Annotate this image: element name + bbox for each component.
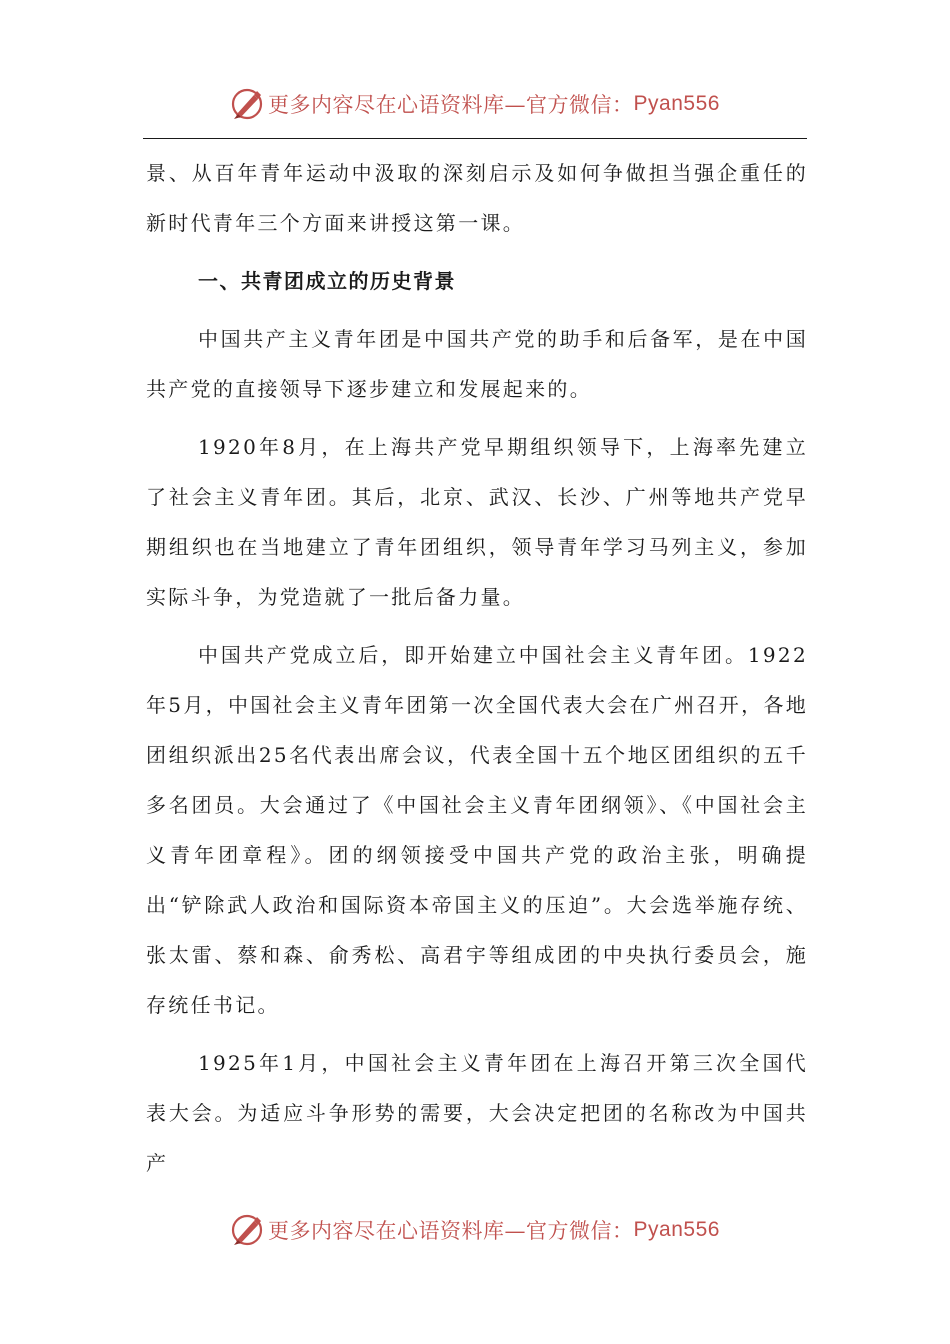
- header-divider: [143, 138, 807, 139]
- header-banner: [0, 84, 950, 124]
- paragraph: 1925年1月，中国社会主义青年团在上海召开第三次全国代表大会。为适应斗争形势的需要，大会决定把团的名称改为中国共产: [146, 1051, 808, 1175]
- banner-text: 更多内容尽在心语资料库—官方微信：: [268, 93, 634, 117]
- paragraph: 中国共产主义青年团是中国共产党的助手和后备军，是在中国共产党的直接领导下逐步建立和发展起来的。: [146, 327, 808, 401]
- pen-circle-logo-icon: [230, 87, 264, 121]
- document-body: [146, 148, 808, 1196]
- section-heading: 一、共青团成立的历史背景: [198, 269, 456, 293]
- banner-handle: Pyan556: [633, 1218, 720, 1241]
- footer-banner: [0, 1210, 950, 1250]
- paragraph: 中国共产党成立后，即开始建立中国社会主义青年团。1922年5月，中国社会主义青年团第一次全国代表大会在广州召开，各地团组织派出25名代表出席会议，代表全国十五个地区团组织的五千多名团员。大会通过了《中国社会主义青年团纲领》、《中国社会主义青年团章程》。团的纲领接受中国共产党的政治主张，明确提出“铲除武人政治和国际资本帝国主义的压迫”。大会选举施存统、张太雷、蔡和森、俞秀松、高君宇等组成团的中央执行委员会，施存统任书记。: [146, 643, 808, 1017]
- paragraph: 1920年8月，在上海共产党早期组织领导下，上海率先建立了社会主义青年团。其后，北京、武汉、长沙、广州等地共产党早期组织也在当地建立了青年团组织，领导青年学习马列主义，参加实际斗争，为党造就了一批后备力量。: [146, 435, 808, 609]
- banner-handle: Pyan556: [633, 92, 720, 115]
- banner-text: 更多内容尽在心语资料库—官方微信：: [268, 1219, 634, 1243]
- continuation-paragraph: 景、从百年青年运动中汲取的深刻启示及如何争做担当强企重任的新时代青年三个方面来讲授这第一课。: [146, 161, 808, 235]
- pen-circle-logo-icon: [230, 1213, 264, 1247]
